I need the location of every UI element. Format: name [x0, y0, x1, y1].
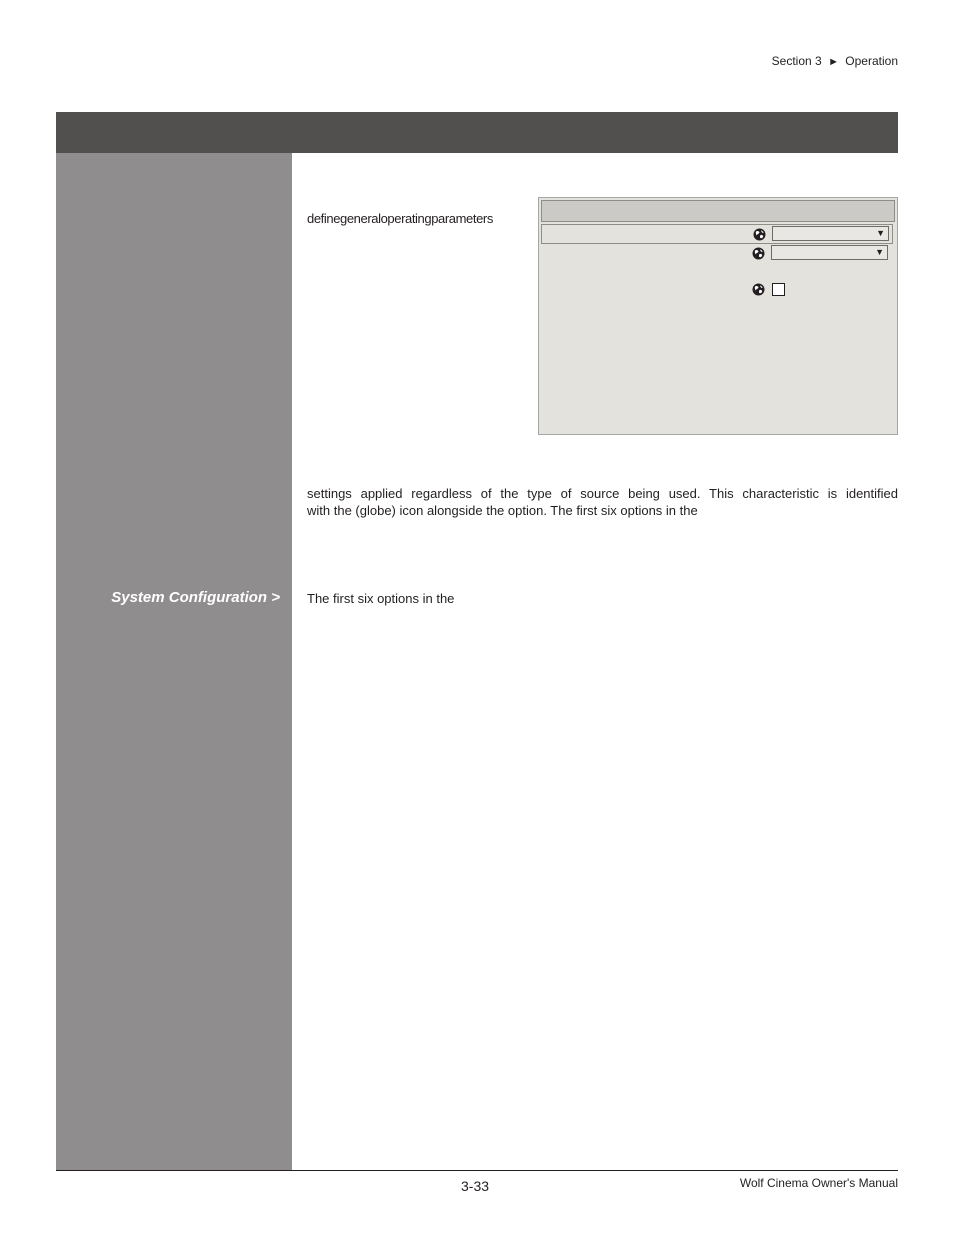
body-paragraph — [307, 485, 898, 519]
dropdown-arrow-icon: ▼ — [876, 228, 885, 238]
globe-icon — [752, 283, 765, 296]
chapter-label: Operation — [845, 54, 898, 68]
section-label: Section 3 — [771, 54, 822, 68]
intro-text: definegeneraloperatingparameters — [307, 211, 493, 226]
menu-row-2[interactable] — [541, 244, 893, 263]
menu-row-dropdown[interactable] — [771, 245, 888, 260]
dropdown-arrow-icon: ▼ — [875, 247, 884, 257]
globe-icon — [752, 247, 765, 260]
manual-title: Wolf Cinema Owner's Manual — [739, 1176, 898, 1190]
body-paragraph-2: The first six options in the — [307, 591, 455, 606]
sidebar-column — [56, 153, 292, 1170]
page-number: 3-33 — [461, 1178, 490, 1194]
menu-row-1[interactable] — [541, 224, 893, 244]
paragraph-line: settings applied regardless of the type of source being used. This characteristic is identified — [307, 486, 898, 501]
breadcrumb-arrow-icon: ► — [828, 56, 839, 68]
page-title-bar — [56, 112, 898, 153]
globe-icon — [753, 228, 766, 241]
menu-row-3[interactable] — [541, 280, 893, 299]
section-breadcrumb — [772, 54, 898, 68]
footer-divider — [56, 1170, 898, 1171]
menu-screenshot — [538, 197, 898, 435]
sidebar-menu-path: System Configuration > — [111, 589, 280, 606]
menu-title-bar — [541, 200, 895, 222]
paragraph-line: with the (globe) icon alongside the option. The first six options in the — [307, 503, 698, 518]
menu-row-dropdown[interactable] — [772, 226, 889, 241]
menu-row-checkbox[interactable] — [772, 283, 785, 296]
